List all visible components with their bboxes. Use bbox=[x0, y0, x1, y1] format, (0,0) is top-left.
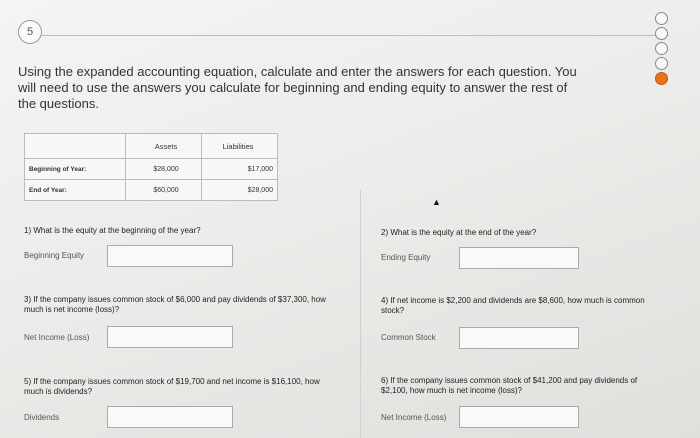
question-6-label: Net Income (Loss) bbox=[381, 413, 447, 422]
question-2-label: Ending Equity bbox=[381, 253, 431, 262]
table-cell-assets: $60,000 bbox=[126, 180, 202, 201]
progress-dot-5[interactable] bbox=[655, 72, 668, 85]
column-divider bbox=[360, 190, 361, 438]
table-header-liabilities: Liabilities bbox=[202, 134, 278, 159]
table-row bbox=[25, 180, 278, 201]
net-income-loss-input-q3[interactable] bbox=[107, 326, 233, 348]
table-cell-liabilities: $28,000 bbox=[202, 180, 278, 201]
ending-equity-input[interactable] bbox=[459, 247, 579, 269]
beginning-equity-input[interactable] bbox=[107, 245, 233, 267]
progress-dot-3[interactable] bbox=[655, 42, 668, 55]
question-3-label: Net Income (Loss) bbox=[24, 333, 90, 342]
instructions-text: Using the expanded accounting equation, calculate and enter the answers for each question. You will need to use the answers you calculate for beginning and ending equity to answer the rest of the questions. bbox=[18, 64, 577, 111]
table-row bbox=[25, 159, 278, 180]
question-5-label: Dividends bbox=[24, 413, 60, 422]
table-row-label: Beginning of Year: bbox=[25, 159, 126, 180]
table-cell-liabilities: $17,000 bbox=[202, 159, 278, 180]
header-divider bbox=[41, 35, 669, 36]
progress-dot-1[interactable] bbox=[655, 12, 668, 25]
question-1-text: 1) What is the equity at the beginning of the year? bbox=[24, 226, 201, 235]
question-2-text: 2) What is the equity at the end of the year? bbox=[381, 228, 537, 237]
common-stock-input[interactable] bbox=[459, 327, 579, 349]
table-cell-assets: $28,000 bbox=[126, 159, 202, 180]
question-4-label: Common Stock bbox=[381, 333, 436, 342]
table-header-assets: Assets bbox=[126, 134, 202, 159]
question-6-text: 6) If the company issues common stock of $41,200 and pay dividends of $2,100, how much is net income (loss)? bbox=[381, 376, 638, 395]
table-row-label: End of Year: bbox=[25, 180, 126, 201]
table-corner-cell bbox=[25, 134, 126, 159]
question-4-text: 4) If net income is $2,200 and dividends are $8,600, how much is common stock? bbox=[381, 296, 645, 315]
dividends-input[interactable] bbox=[107, 406, 233, 428]
table-header-row bbox=[25, 134, 278, 159]
net-income-loss-input-q6[interactable] bbox=[459, 406, 579, 428]
question-number-badge bbox=[18, 20, 42, 44]
question-number: 5 bbox=[26, 26, 34, 38]
progress-indicator bbox=[655, 12, 671, 85]
question-1-label: Beginning Equity bbox=[24, 251, 85, 260]
question-3-text: 3) If the company issues common stock of $6,000 and pay dividends of $37,300, how much is net income (loss)? bbox=[24, 295, 326, 314]
data-table bbox=[24, 133, 278, 201]
progress-dot-2[interactable] bbox=[655, 27, 668, 40]
question-5-text: 5) If the company issues common stock of $19,700 and net income is $16,100, how much is dividends? bbox=[24, 377, 320, 396]
mouse-pointer-icon: ▲ bbox=[432, 197, 441, 207]
progress-dot-4[interactable] bbox=[655, 57, 668, 70]
